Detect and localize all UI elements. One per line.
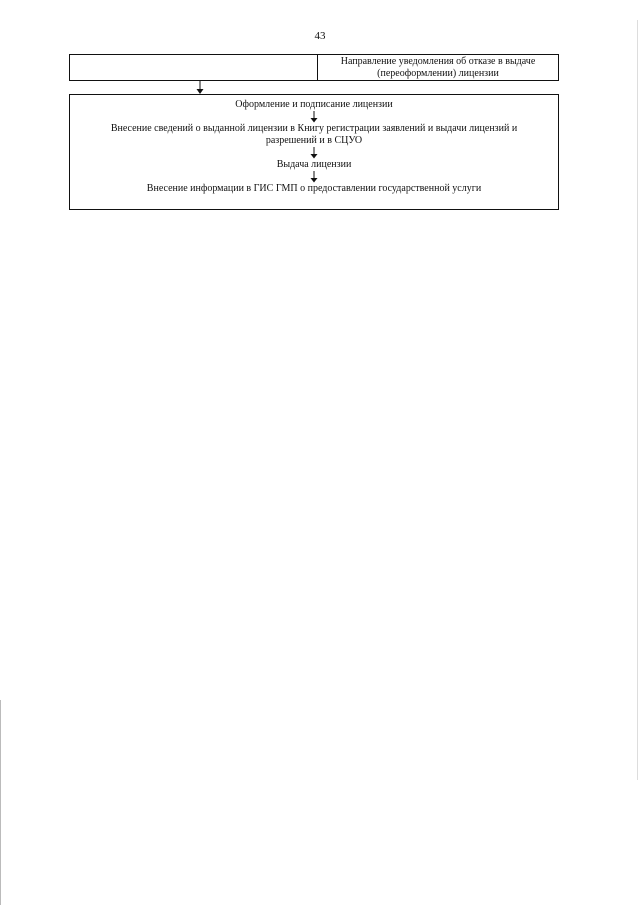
- flow-step-register-entry-line-2: разрешений и в СЦУО: [265, 135, 363, 146]
- flow-step-register-entry-line-1: Внесение сведений о выданной лицензии в Книгу регистрации заявлений и выдачи лицензий и: [110, 123, 518, 134]
- refusal-notice-table: [69, 54, 559, 81]
- page-number: 43: [314, 30, 326, 42]
- flow-step-issue-license: Выдача лицензии: [276, 159, 352, 170]
- refusal-notice-line-1: Направление уведомления об отказе в выдаче: [340, 56, 536, 67]
- down-arrow-icon: [195, 81, 205, 95]
- down-arrow-icon: [309, 147, 319, 159]
- scan-edge-line-right: [637, 20, 638, 780]
- table-left-cell: [70, 55, 318, 80]
- down-arrow-icon: [309, 111, 319, 123]
- flow-step-issue-and-sign: Оформление и подписание лицензии: [235, 99, 393, 110]
- refusal-notice-line-2: (переоформлении) лицензии: [377, 68, 499, 79]
- down-arrow-icon: [309, 171, 319, 183]
- flow-step-gis-gmp-entry: Внесение информации в ГИС ГМП о предоставлении государственной услуги: [146, 183, 482, 194]
- scan-edge-line: [0, 700, 1, 905]
- table-right-cell: [318, 55, 558, 80]
- licensing-flow-box: [69, 94, 559, 210]
